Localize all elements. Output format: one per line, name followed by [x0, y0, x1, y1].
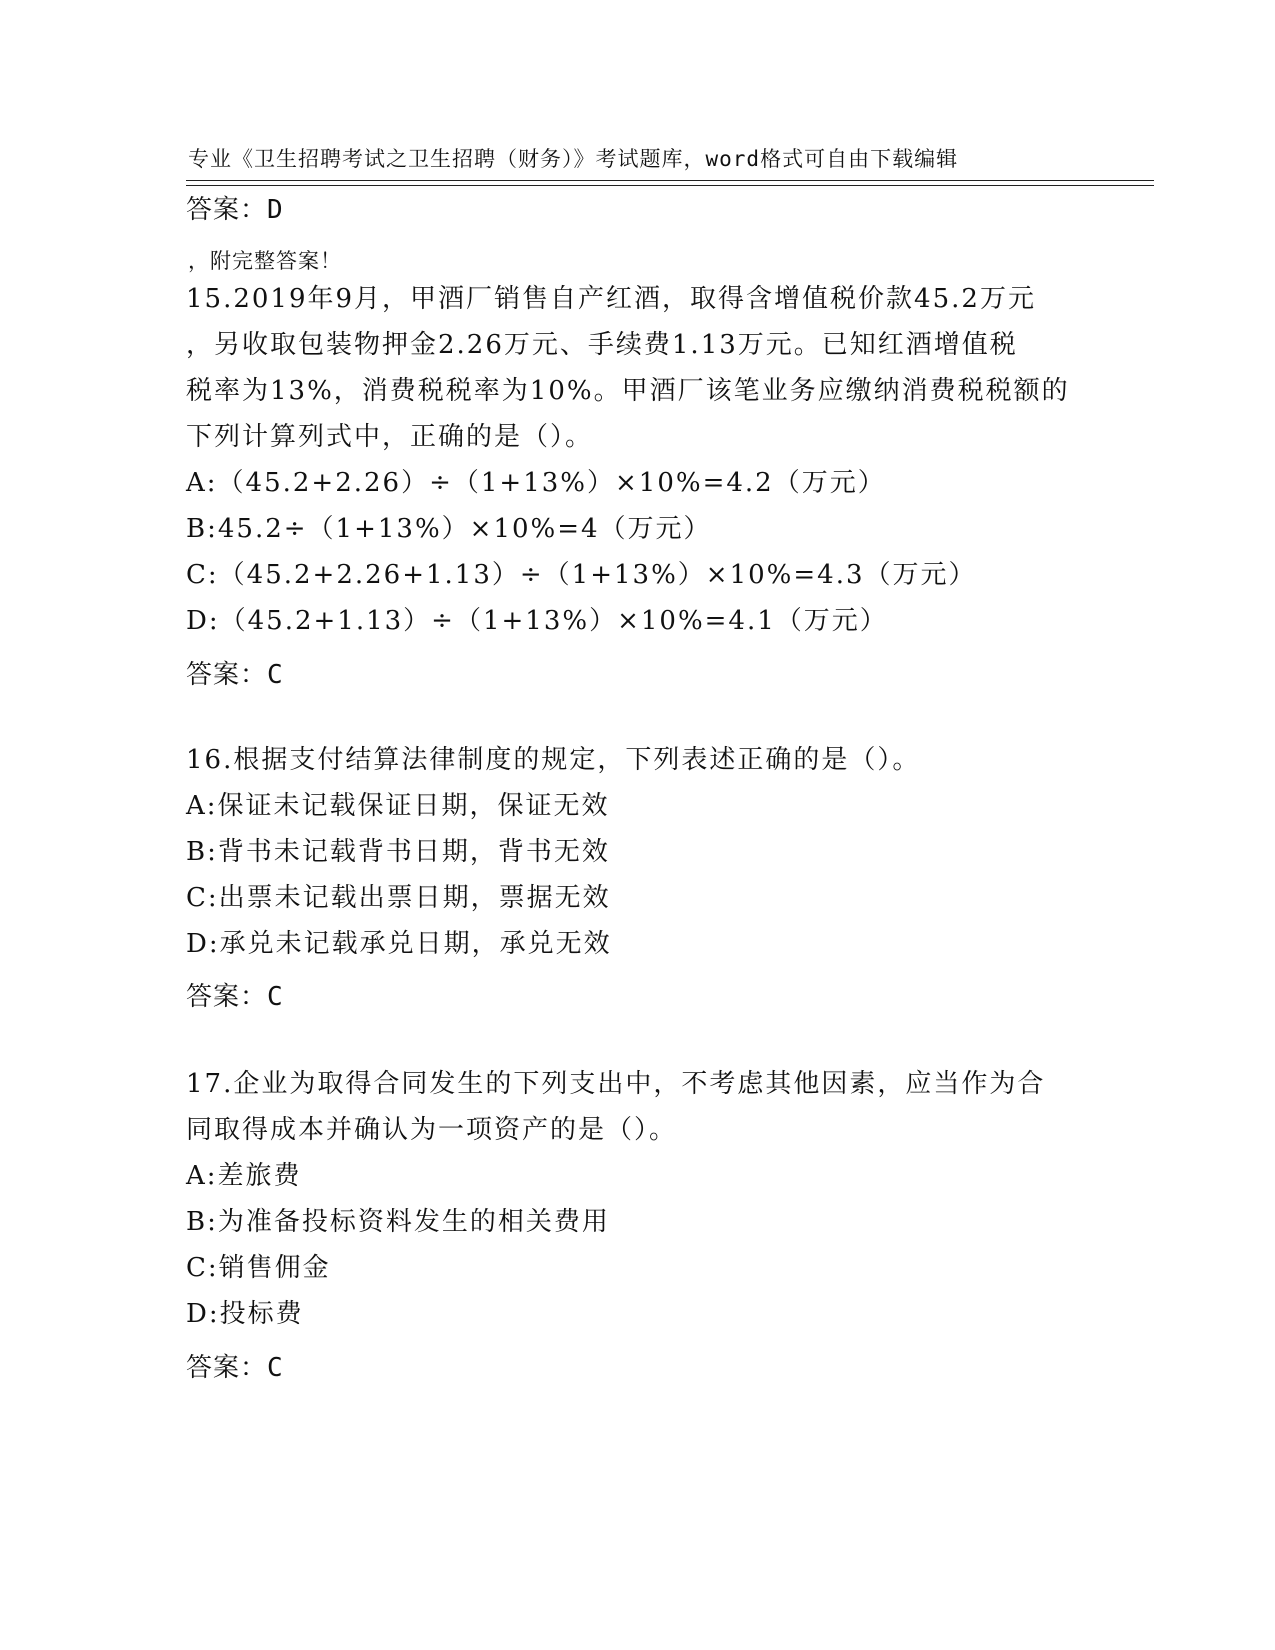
question-line: 下列计算列式中，正确的是（）。	[186, 422, 594, 452]
question-line: 15.2019年9月，甲酒厂销售自产红酒，取得含增值税价款45.2万元	[186, 284, 1036, 314]
header-line-1: 专业《卫生招聘考试之卫生招聘（财务）》考试题库，word格式可自由下载编辑	[188, 147, 959, 171]
header-rule-top	[186, 180, 1154, 181]
question-16	[186, 737, 1086, 967]
option-d: D:投标费	[186, 1299, 304, 1329]
question-17	[186, 1061, 1086, 1337]
option-c: C:销售佣金	[186, 1253, 331, 1283]
option-a: A:保证未记载保证日期，保证无效	[186, 791, 610, 821]
answer-previous: 答案：D	[186, 195, 284, 225]
option-b: B:背书未记载背书日期，背书无效	[186, 837, 610, 867]
option-a: A:（45.2+2.26）÷（1+13%）×10%=4.2（万元）	[186, 468, 886, 498]
question-15	[186, 276, 1086, 644]
question-line: 17.企业为取得合同发生的下列支出中，不考虑其他因素，应当作为合	[186, 1069, 1046, 1099]
answer-15: 答案：C	[186, 660, 284, 690]
header-line-2: ，附完整答案！	[188, 249, 342, 273]
option-a: A:差旅费	[186, 1161, 302, 1191]
answer-17: 答案：C	[186, 1353, 284, 1383]
option-d: D:（45.2+1.13）÷（1+13%）×10%=4.1（万元）	[186, 606, 888, 636]
answer-16: 答案：C	[186, 982, 284, 1012]
question-line: ，另收取包装物押金2.26万元、手续费1.13万元。已知红酒增值税	[186, 330, 1018, 360]
question-line: 税率为13%，消费税税率为10%。甲酒厂该笔业务应缴纳消费税税额的	[186, 376, 1070, 406]
option-d: D:承兑未记载承兑日期，承兑无效	[186, 929, 612, 959]
option-b: B:45.2÷（1+13%）×10%=4（万元）	[186, 514, 712, 544]
question-line: 16.根据支付结算法律制度的规定，下列表述正确的是（）。	[186, 745, 921, 775]
option-b: B:为准备投标资料发生的相关费用	[186, 1207, 610, 1237]
header-rule-bottom	[186, 185, 1154, 186]
question-line: 同取得成本并确认为一项资产的是（）。	[186, 1115, 678, 1145]
option-c: C:（45.2+2.26+1.13）÷（1+13%）×10%=4.3（万元）	[186, 560, 977, 590]
option-c: C:出票未记载出票日期，票据无效	[186, 883, 611, 913]
